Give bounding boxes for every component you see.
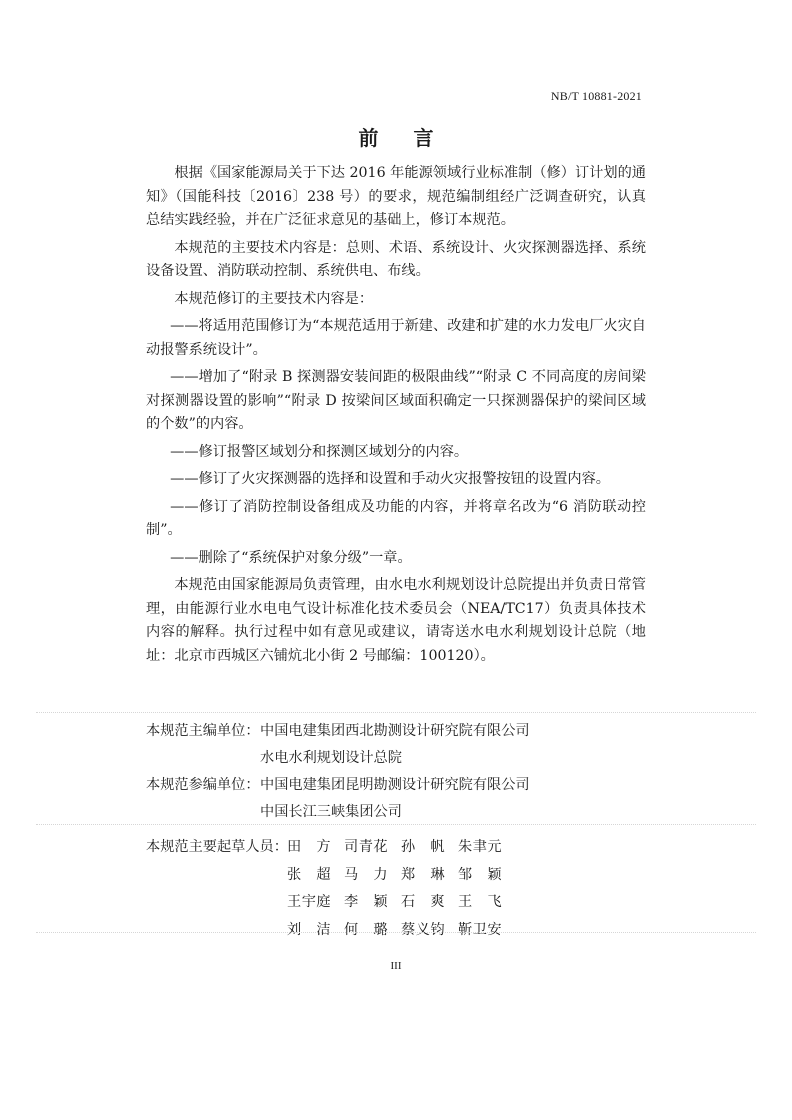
drafter-name: 王 飞 [458, 894, 503, 910]
page-number: III [390, 960, 402, 972]
revision-item-zones: ——修订报警区域划分和探测区域划分的内容。 [170, 443, 469, 460]
chief-unit-name: 中国电建集团西北勘测设计研究院有限公司 [260, 723, 530, 739]
revision-item-scope: ——将适用范围修订为“本规范适用于新建、改建和扩建的水力发电厂火灾自动报警系统设计”。 [146, 318, 646, 358]
revision-item-control: ——修订了消防控制设备组成及功能的内容，并将章名改为“6 消防联动控制”。 [146, 498, 646, 538]
drafter-name: 蔡义钧 [401, 921, 446, 938]
participating-unit-label: 本规范参编单位： [146, 777, 260, 793]
paragraph-basis: 根据《国家能源局关于下达 2016 年能源领域行业标准制（修）订计划的通知》（国能科技〔2016〕238 号）的要求，规范编制组经广泛调查研究，认真总结实践经验，并在广泛征求意见的基础上，修订本规范。 [146, 165, 646, 228]
participating-unit-name: 中国长江三峡集团公司 [260, 804, 402, 820]
drafter-name: 石 爽 [401, 894, 446, 910]
drafter-name: 王宇庭 [287, 894, 332, 910]
drafters-row [146, 889, 515, 917]
drafter-name: 李 颖 [344, 894, 389, 910]
drafters-label-spacer [146, 889, 287, 917]
paragraph-main-contents: 本规范的主要技术内容是：总则、术语、系统设计、火灾探测器选择、系统设备设置、消防联动控制、系统供电、布线。 [146, 239, 646, 279]
standard-code: NB/T 10881-2021 [550, 89, 642, 103]
scan-divider [36, 932, 756, 933]
compiling-units [146, 718, 530, 826]
drafters-row [146, 834, 515, 862]
drafter-name: 靳卫安 [458, 921, 503, 938]
drafters-label: 本规范主要起草人员： [146, 839, 288, 855]
revision-item-appendices: ——增加了“附录 B 探测器安装间距的极限曲线”“附录 C 不同高度的房间梁对探测器设置的影响”“附录 D 按梁间区域面积确定一只探测器保护的梁间区域的个数”的内容。 [146, 369, 646, 432]
unit-label-spacer [146, 799, 260, 826]
drafter-name: 孙 帆 [401, 839, 446, 855]
drafters-row [146, 862, 515, 890]
page-title: 前 言 [358, 126, 448, 150]
paragraph-management: 本规范由国家能源局负责管理，由水电水利规划设计总院提出并负责日常管理，由能源行业水电电气设计标准化技术委员会（NEA/TC17）负责具体技术内容的解释。执行过程中如有意见或建议，请寄送水电水利规划设计总院（地址：北京市西城区六铺炕北小街 2 号邮编：100120）。 [146, 577, 646, 664]
drafter-name: 邹 颖 [458, 866, 503, 883]
participating-unit-row [146, 772, 530, 799]
drafter-name: 朱聿元 [458, 839, 503, 855]
drafter-name: 马 力 [344, 866, 389, 883]
revision-item-deleted-chapter: ——删除了“系统保护对象分级”一章。 [170, 549, 412, 566]
chief-unit-row [146, 718, 530, 745]
preface-body [146, 162, 646, 668]
drafters-label-spacer [146, 917, 287, 945]
chief-unit-row [146, 745, 530, 772]
scan-divider [36, 712, 756, 713]
drafter-name: 司青花 [344, 839, 389, 855]
participating-unit-row [146, 799, 530, 826]
paragraph-revision-intro: 本规范修订的主要技术内容是： [174, 290, 374, 307]
drafter-name: 张 超 [287, 866, 332, 883]
drafter-name: 何 璐 [344, 921, 389, 938]
chief-unit-label: 本规范主编单位： [146, 723, 260, 739]
drafter-name: 田 方 [287, 839, 332, 855]
unit-label-spacer [146, 745, 260, 772]
revision-item-detectors: ——修订了火灾探测器的选择和设置和手动火灾报警按钮的设置内容。 [170, 471, 610, 487]
drafter-name: 郑 琳 [401, 866, 446, 883]
drafters-label-spacer [146, 862, 287, 890]
participating-unit-name: 中国电建集团昆明勘测设计研究院有限公司 [260, 777, 530, 793]
scan-divider [36, 824, 756, 825]
drafter-name: 刘 洁 [287, 921, 332, 938]
drafters-row [146, 917, 515, 945]
drafters-list [146, 834, 515, 944]
chief-unit-name: 水电水利规划设计总院 [260, 750, 402, 766]
